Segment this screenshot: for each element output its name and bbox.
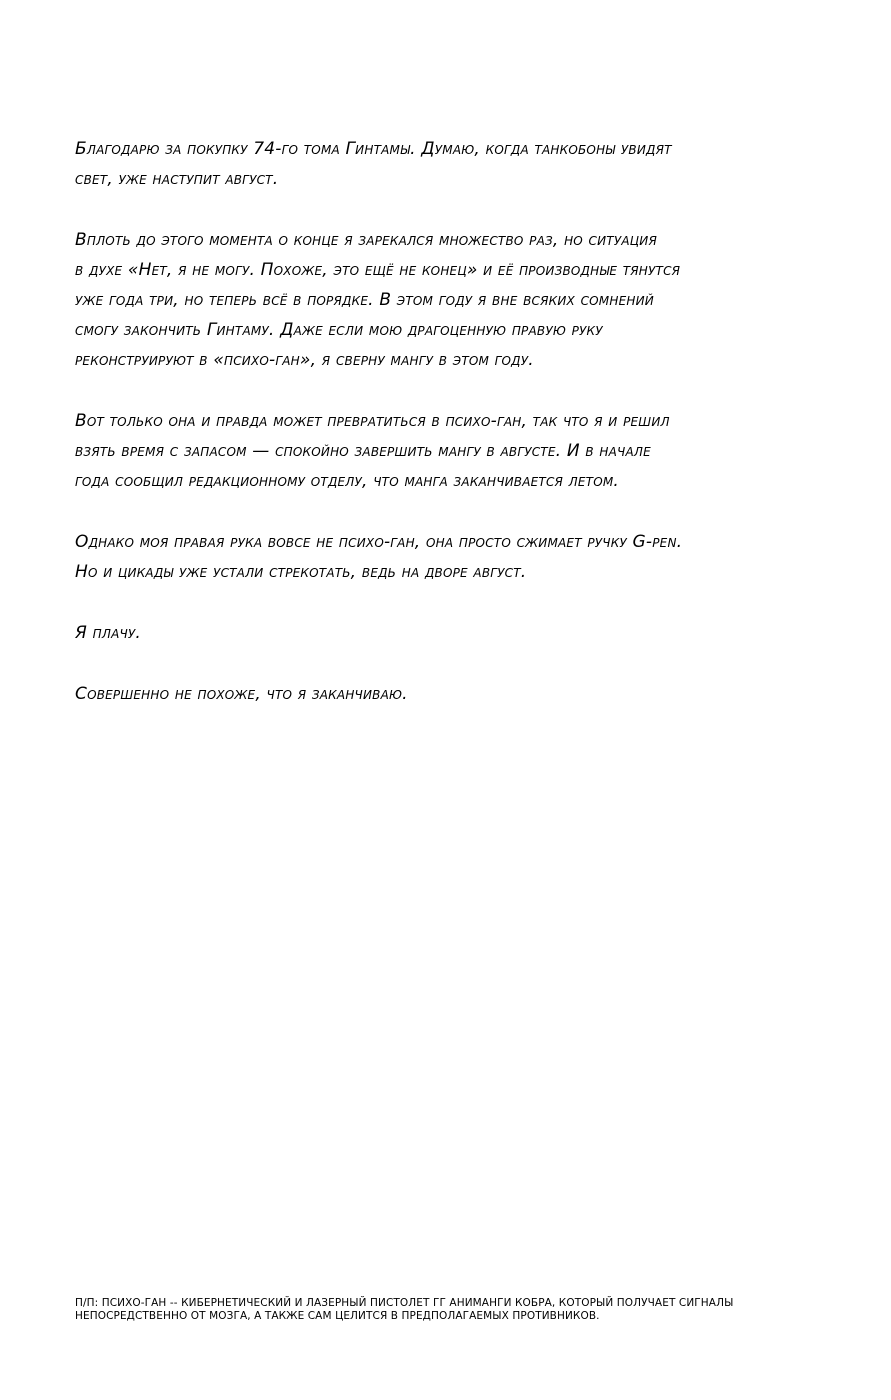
paragraph-6 — [75, 679, 855, 709]
text-line: Вплоть до этого момента о конце я зарекался множество раз, но ситуация — [75, 230, 657, 250]
text-line: Благодарю за покупку 74-го тома Гинтамы. Думаю, когда танкобоны увидят — [75, 139, 672, 159]
text-line: свет, уже наступит август. — [75, 169, 279, 189]
text-line: Совершенно не похоже, что я заканчиваю. — [75, 684, 408, 704]
paragraph-5 — [75, 618, 855, 648]
text-line: Я плачу. — [75, 623, 142, 643]
paragraph-3 — [75, 406, 855, 496]
text-line: уже года три, но теперь всё в порядке. В этом году я вне всяких сомнений — [75, 290, 654, 310]
text-line: года сообщил редакционному отделу, что манга заканчивается летом. — [75, 471, 620, 491]
paragraph-4 — [75, 527, 855, 587]
text-line: смогу закончить Гинтаму. Даже если мою драгоценную правую руку — [75, 320, 603, 340]
text-line: Вот только она и правда может превратиться в психо-ган, так что я и решил — [75, 411, 670, 431]
text-line: реконструируют в «психо-ган», я сверну мангу в этом году. — [75, 350, 534, 370]
translator-footnote — [75, 1297, 835, 1323]
footnote-line: НЕПОСРЕДСТВЕННО ОТ МОЗГА, А ТАКЖЕ САМ ЦЕЛИТСЯ В ПРЕДПОЛАГАЕМЫХ ПРОТИВНИКОВ. — [75, 1310, 600, 1322]
text-line: взять время с запасом — спокойно завершить мангу в августе. И в начале — [75, 441, 651, 461]
text-line: в духе «Нет, я не могу. Похоже, это ещё не конец» и её производные тянутся — [75, 260, 681, 280]
text-line: Но и цикады уже устали стрекотать, ведь на дворе август. — [75, 562, 527, 582]
paragraph-1 — [75, 134, 855, 194]
text-line: Однако моя правая рука вовсе не психо-ган, она просто сжимает ручку G-pen. — [75, 532, 683, 552]
author-note — [75, 134, 855, 740]
paragraph-2 — [75, 225, 855, 375]
footnote-line: П/П: ПСИХО-ГАН -- КИБЕРНЕТИЧЕСКИЙ И ЛАЗЕРНЫЙ ПИСТОЛЕТ ГГ АНИМАНГИ КОБРА, КОТОРЫЙ ПОЛУЧАЕТ СИГНАЛЫ — [75, 1297, 734, 1309]
